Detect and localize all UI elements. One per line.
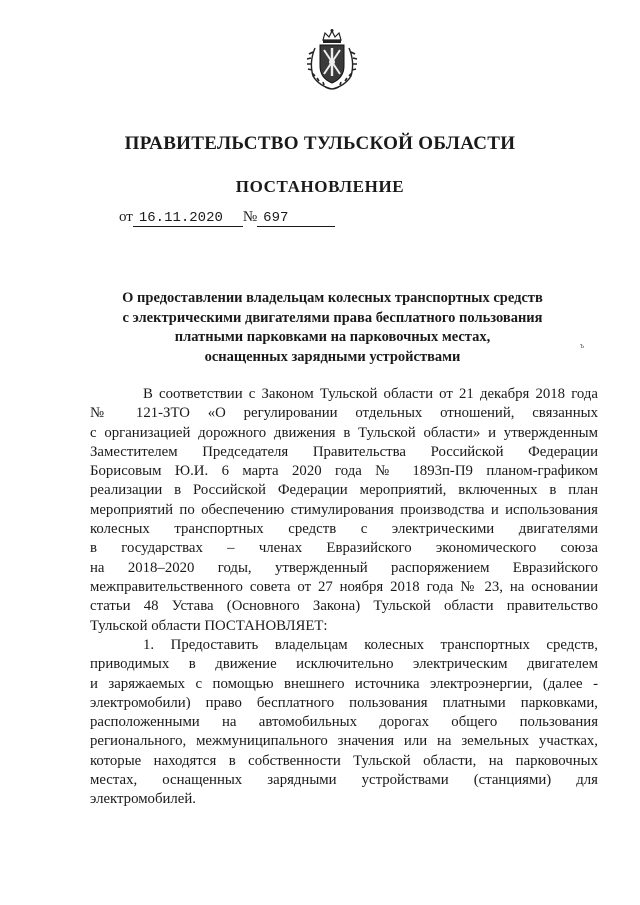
text-line: Заместителем Председателя Правительства Российской Федерации <box>90 443 598 460</box>
text-line: колесных транспортных средств с электрическими двигателями <box>90 521 598 538</box>
text-line: мероприятий по обеспечению стимулирования производства и использования <box>90 501 598 518</box>
number-label: № <box>242 209 258 225</box>
text-line: которые находятся в собственности Тульской области, на парковочных <box>90 752 598 769</box>
text-line: приводимых в движение исключительно электрическим двигателем <box>90 656 598 673</box>
text-line: электромобили) право бесплатного пользования платными парковками, <box>90 694 598 711</box>
text-line: в государствах – членах Евразийского экономического союза <box>90 540 598 557</box>
document-subject <box>100 289 565 367</box>
text-line: на 2018–2020 годы, утвержденный распоряжением Евразийского <box>90 559 598 576</box>
text-line: электромобилей. <box>90 791 196 808</box>
text-line: Борисовым Ю.И. 6 марта 2020 года № 1893п-П9 планом-графиком <box>90 463 598 480</box>
subject-line: платными парковками на парковочных местах, <box>174 329 491 345</box>
date-label: от <box>119 209 133 225</box>
text-line: В соответствии с Законом Тульской области от 21 декабря 2018 года <box>143 386 598 402</box>
preamble-paragraph <box>90 385 598 636</box>
text-line: № 121-ЗТО «О регулировании отдельных отношений, связанных <box>90 405 598 422</box>
text-line: статьи 48 Устава (Основного Закона) Тульской области правительство <box>90 598 598 615</box>
text-line: и заряжаемых с помощью внешнего источника электроэнергии, (далее - <box>90 675 598 692</box>
text-line: местах, оснащенных зарядными устройствами (станциями) для <box>90 772 598 789</box>
text-line: 1. Предоставить владельцам колесных транспортных средств, <box>143 637 598 653</box>
coat-of-arms-icon <box>305 28 359 92</box>
date-number-line <box>119 209 335 227</box>
document-type: ПОСТАНОВЛЕНИЕ <box>235 177 405 196</box>
government-title: ПРАВИТЕЛЬСТВО ТУЛЬСКОЙ ОБЛАСТИ <box>124 133 516 154</box>
text-line: регионального, межмуниципального значения или на земельных участках, <box>90 733 598 750</box>
text-line: реализации в Российской Федерации мероприятий, включенных в план <box>90 482 598 499</box>
text-line: расположенными на автомобильных дорогах общего пользования <box>90 714 598 731</box>
text-line: с организацией дорожного движения в Тульской области» и утвержденным <box>90 424 598 441</box>
document-date: 16.11.2020 <box>133 210 243 227</box>
text-line: межправительственного совета от 27 ноября 2018 года № 23, на основании <box>90 578 598 595</box>
text-line: Тульской области ПОСТАНОВЛЯЕТ: <box>90 617 328 634</box>
subject-line: О предоставлении владельцам колесных транспортных средств <box>122 290 543 306</box>
subject-line: оснащенных зарядными устройствами <box>204 348 461 365</box>
margin-mark: ъ <box>580 341 585 350</box>
document-number: 697 <box>257 210 335 227</box>
subject-line: с электрическими двигателями права бесплатного пользования <box>122 309 543 326</box>
clause-1-paragraph <box>90 636 598 810</box>
